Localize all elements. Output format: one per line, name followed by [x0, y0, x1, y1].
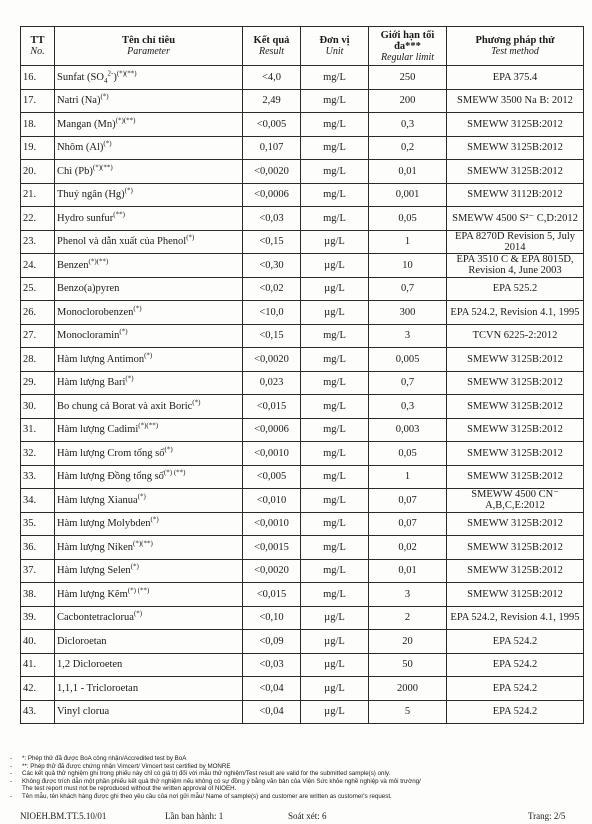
- footnote-text: Không được trích dẫn một phần phiếu kết quả thử nghiệm nếu không có sự đồng ý bằng văn bản của Viện Sức khỏe nghề nghiệp và môi trường/: [22, 777, 421, 785]
- table-row: [21, 677, 584, 701]
- accreditation-mark: (**): [113, 210, 125, 219]
- parameter-cell: [55, 371, 243, 395]
- parameter-name: Hàm lượng Antimon: [57, 353, 145, 365]
- accreditation-mark: (*)(**): [92, 163, 113, 172]
- parameter-name: 1,2 Dicloroeten: [57, 659, 123, 671]
- method-cell: EPA 3510 C & EPA 8015D, Revision 4, June 2003: [447, 254, 584, 278]
- table-row: [21, 66, 584, 90]
- result-cell: <0,0020: [243, 559, 301, 583]
- result-cell: <0,15: [243, 324, 301, 348]
- charge-superscript: 2-: [107, 69, 114, 78]
- unit-cell: mg/L: [301, 395, 369, 419]
- parameter-name: Chì (Pb): [57, 165, 93, 177]
- accreditation-mark: (*): [125, 374, 134, 383]
- row-number: 37.: [21, 559, 55, 583]
- accreditation-mark: (*)(**): [88, 257, 109, 266]
- footnote-text: Tên mẫu, tên khách hàng được ghi theo yêu cầu của nơi gửi mẫu/ Name of sample(s) and customer are written as customer's request.: [22, 792, 392, 800]
- table-row: [21, 136, 584, 160]
- footnote-dash: -: [10, 755, 13, 762]
- unit-cell: mg/L: [301, 66, 369, 90]
- header-unit: Đơn vị Unit: [301, 27, 369, 66]
- parameter-cell: [55, 583, 243, 607]
- parameter-name: Hydro sunfur: [57, 212, 114, 224]
- unit-cell: mg/L: [301, 536, 369, 560]
- header-parameter: Tên chỉ tiêu Parameter: [55, 27, 243, 66]
- parameter-name: Hàm lượng Selen: [57, 565, 131, 577]
- parameter-cell: [55, 606, 243, 630]
- parameter-name: Hàm lượng Đồng tổng số: [57, 471, 164, 483]
- table-row: [21, 113, 584, 137]
- limit-cell: 50: [369, 653, 447, 677]
- parameter-name: Hàm lượng Niken: [57, 541, 133, 553]
- table-row: [21, 606, 584, 630]
- parameter-name: Hàm lượng Molybden: [57, 518, 151, 530]
- results-table: [20, 26, 584, 724]
- unit-cell: µg/L: [301, 230, 369, 254]
- method-cell: EPA 524.2, Revision 4.1, 1995: [447, 301, 584, 325]
- parameter-name: Hàm lượng Kẽm: [57, 588, 128, 600]
- row-number: 18.: [21, 113, 55, 137]
- parameter-cell: [55, 677, 243, 701]
- unit-cell: mg/L: [301, 207, 369, 231]
- unit-cell: mg/L: [301, 512, 369, 536]
- parameter-cell: [55, 183, 243, 207]
- table-row: [21, 653, 584, 677]
- unit-cell: µg/L: [301, 277, 369, 301]
- table-row: [21, 230, 584, 254]
- parameter-cell: [55, 442, 243, 466]
- method-cell: SMEWW 3125B:2012: [447, 160, 584, 184]
- limit-cell: 0,01: [369, 559, 447, 583]
- limit-cell: 0,7: [369, 277, 447, 301]
- form-code: NIOEH.BM.TT.5.10/01: [20, 811, 107, 821]
- footnote-text: The test report must not be reproduced without the written approval of NIOEH.: [22, 785, 237, 793]
- row-number: 25.: [21, 277, 55, 301]
- accreditation-mark: (*): [100, 92, 109, 101]
- limit-cell: 0,003: [369, 418, 447, 442]
- result-cell: <0,03: [243, 207, 301, 231]
- method-cell: SMEWW 3500 Na B: 2012: [447, 89, 584, 113]
- method-cell: SMEWW 3125B:2012: [447, 512, 584, 536]
- method-cell: SMEWW 3125B:2012: [447, 348, 584, 372]
- limit-cell: 0,3: [369, 395, 447, 419]
- limit-cell: 0,7: [369, 371, 447, 395]
- method-cell: SMEWW 3125B:2012: [447, 136, 584, 160]
- revision: Soát xét: 6: [288, 811, 327, 821]
- accreditation-mark: (*) (**): [127, 586, 150, 595]
- header-method: Phương pháp thử Test method: [447, 27, 584, 66]
- row-number: 31.: [21, 418, 55, 442]
- table-row: [21, 700, 584, 724]
- accreditation-mark: (*): [137, 492, 146, 501]
- row-number: 23.: [21, 230, 55, 254]
- parameter-cell: [55, 207, 243, 231]
- footnote-dash: -: [10, 770, 13, 778]
- header-result: Kết quả Result: [243, 27, 301, 66]
- row-number: 16.: [21, 66, 55, 90]
- limit-cell: 0,02: [369, 536, 447, 560]
- result-cell: <0,015: [243, 583, 301, 607]
- accreditation-mark: (*)(**): [116, 69, 137, 78]
- accreditation-mark: (*): [119, 327, 128, 336]
- footnote-text: **: Phép thử đã được chứng nhận Vimcert/ Vimcert test certified by MONRE: [22, 762, 231, 770]
- parameter-name: Monoclorobenzen: [57, 306, 134, 318]
- limit-cell: 0,01: [369, 160, 447, 184]
- table-row: [21, 465, 584, 489]
- footnote-dash: -: [10, 762, 13, 770]
- row-number: 29.: [21, 371, 55, 395]
- unit-cell: µg/L: [301, 653, 369, 677]
- table-row: [21, 559, 584, 583]
- footnote-line: [10, 778, 585, 786]
- row-number: 36.: [21, 536, 55, 560]
- row-number: 39.: [21, 606, 55, 630]
- accreditation-mark: (*)(**): [138, 421, 159, 430]
- parameter-cell: [55, 66, 243, 90]
- accreditation-mark: (*)(**): [132, 539, 153, 548]
- row-number: 21.: [21, 183, 55, 207]
- table-row: [21, 442, 584, 466]
- row-number: 26.: [21, 301, 55, 325]
- limit-cell: 0,005: [369, 348, 447, 372]
- method-cell: SMEWW 3125B:2012: [447, 395, 584, 419]
- edition: Lần ban hành: 1: [165, 811, 224, 821]
- table-row: [21, 536, 584, 560]
- footnote-line: [10, 755, 585, 763]
- unit-cell: mg/L: [301, 160, 369, 184]
- accreditation-mark: (*): [124, 186, 133, 195]
- limit-cell: 0,05: [369, 207, 447, 231]
- unit-cell: mg/L: [301, 371, 369, 395]
- limit-cell: 0,05: [369, 442, 447, 466]
- result-cell: <0,005: [243, 113, 301, 137]
- row-number: 40.: [21, 630, 55, 654]
- result-cell: <0,10: [243, 606, 301, 630]
- row-number: 28.: [21, 348, 55, 372]
- parameter-cell: [55, 465, 243, 489]
- method-cell: EPA 524.2: [447, 630, 584, 654]
- parameter-name: 1,1,1 - Tricloroetan: [57, 682, 139, 694]
- parameter-name: Thuỷ ngân (Hg): [57, 189, 125, 201]
- parameter-cell: [55, 489, 243, 513]
- method-cell: SMEWW 3125B:2012: [447, 559, 584, 583]
- parameter-cell: [55, 113, 243, 137]
- parameter-name: Hàm lượng Xianua: [57, 494, 138, 506]
- result-cell: <0,09: [243, 630, 301, 654]
- row-number: 20.: [21, 160, 55, 184]
- method-cell: TCVN 6225-2:2012: [447, 324, 584, 348]
- footnote-line: [10, 793, 585, 801]
- table-row: [21, 512, 584, 536]
- parameter-name: Hàm lượng Crom tổng số: [57, 447, 165, 459]
- parameter-cell: [55, 418, 243, 442]
- result-cell: <0,0020: [243, 160, 301, 184]
- table-header-row: [21, 27, 584, 66]
- result-cell: <0,0006: [243, 183, 301, 207]
- limit-cell: 250: [369, 66, 447, 90]
- method-cell: SMEWW 3125B:2012: [447, 536, 584, 560]
- parameter-cell: [55, 536, 243, 560]
- page-footer: [20, 810, 583, 822]
- parameter-cell: [55, 653, 243, 677]
- parameter-name: Benzen: [57, 259, 89, 271]
- result-cell: <0,30: [243, 254, 301, 278]
- limit-cell: 3: [369, 583, 447, 607]
- unit-cell: µg/L: [301, 630, 369, 654]
- parameter-name: Bo chung cả Borat và axit Boric: [57, 400, 193, 412]
- footnote-line: [10, 785, 585, 793]
- unit-cell: mg/L: [301, 442, 369, 466]
- row-number: 41.: [21, 653, 55, 677]
- header-no: TT No.: [21, 27, 55, 66]
- table-row: [21, 371, 584, 395]
- result-cell: <0,03: [243, 653, 301, 677]
- unit-cell: mg/L: [301, 113, 369, 137]
- method-cell: SMEWW 3112B:2012: [447, 183, 584, 207]
- result-cell: <0,0010: [243, 512, 301, 536]
- accreditation-mark: (*): [164, 445, 173, 454]
- parameter-name: Benzo(a)pyren: [57, 283, 120, 295]
- limit-cell: 0,07: [369, 489, 447, 513]
- parameter-cell: [55, 395, 243, 419]
- parameter-cell: [55, 559, 243, 583]
- limit-cell: 2: [369, 606, 447, 630]
- footnote-dash: -: [10, 777, 13, 785]
- parameter-name-tail: ): [113, 71, 117, 83]
- row-number: 19.: [21, 136, 55, 160]
- unit-cell: µg/L: [301, 677, 369, 701]
- method-cell: SMEWW 3125B:2012: [447, 418, 584, 442]
- table-row: [21, 395, 584, 419]
- row-number: 35.: [21, 512, 55, 536]
- parameter-cell: [55, 630, 243, 654]
- result-cell: 0,023: [243, 371, 301, 395]
- unit-cell: µg/L: [301, 301, 369, 325]
- result-cell: <0,04: [243, 677, 301, 701]
- method-cell: EPA 375.4: [447, 66, 584, 90]
- parameter-name: Dicloroetan: [57, 635, 107, 647]
- method-cell: EPA 8270D Revision 5, July 2014: [447, 230, 584, 254]
- parameter-name: Mangan (Mn): [57, 118, 116, 130]
- unit-cell: mg/L: [301, 583, 369, 607]
- accreditation-mark: (*): [186, 233, 195, 242]
- limit-cell: 1: [369, 465, 447, 489]
- limit-cell: 3: [369, 324, 447, 348]
- parameter-cell: [55, 136, 243, 160]
- limit-cell: 20: [369, 630, 447, 654]
- unit-cell: µg/L: [301, 700, 369, 724]
- parameter-cell: [55, 160, 243, 184]
- table-row: [21, 160, 584, 184]
- row-number: 34.: [21, 489, 55, 513]
- method-cell: EPA 525.2: [447, 277, 584, 301]
- unit-cell: mg/L: [301, 465, 369, 489]
- method-cell: SMEWW 4500 S²⁻ C,D:2012: [447, 207, 584, 231]
- accreditation-mark: (*): [192, 398, 201, 407]
- table-row: [21, 301, 584, 325]
- table-body: [21, 66, 584, 724]
- accreditation-mark: (*): [150, 515, 159, 524]
- header-limit: Giới hạn tối đa*** Regular limit: [369, 27, 447, 66]
- parameter-cell: [55, 700, 243, 724]
- method-cell: SMEWW 3125B:2012: [447, 465, 584, 489]
- limit-cell: 300: [369, 301, 447, 325]
- accreditation-mark: (*): [103, 139, 112, 148]
- method-cell: SMEWW 3125B:2012: [447, 442, 584, 466]
- row-number: 24.: [21, 254, 55, 278]
- unit-cell: mg/L: [301, 183, 369, 207]
- table-row: [21, 418, 584, 442]
- parameter-name: Phenol và dẫn xuất của Phenol: [57, 236, 187, 248]
- unit-cell: mg/L: [301, 418, 369, 442]
- parameter-name: Hàm lượng Bari: [57, 377, 126, 389]
- row-number: 42.: [21, 677, 55, 701]
- result-cell: 0,107: [243, 136, 301, 160]
- method-cell: SMEWW 4500 CN⁻ A,B,C,E:2012: [447, 489, 584, 513]
- result-cell: <0,015: [243, 395, 301, 419]
- method-cell: EPA 524.2, Revision 4.1, 1995: [447, 606, 584, 630]
- limit-cell: 0,001: [369, 183, 447, 207]
- unit-cell: mg/L: [301, 559, 369, 583]
- accreditation-mark: (*): [144, 351, 153, 360]
- row-number: 33.: [21, 465, 55, 489]
- table-row: [21, 489, 584, 513]
- parameter-name: Cacbontetraclorua: [57, 612, 134, 624]
- table-row: [21, 254, 584, 278]
- result-cell: <4,0: [243, 66, 301, 90]
- accreditation-mark: (*)(**): [115, 116, 136, 125]
- parameter-name: Monocloramin: [57, 330, 120, 342]
- accreditation-mark: (*): [130, 562, 139, 571]
- parameter-cell: [55, 301, 243, 325]
- limit-cell: 0,3: [369, 113, 447, 137]
- method-cell: SMEWW 3125B:2012: [447, 371, 584, 395]
- limit-cell: 200: [369, 89, 447, 113]
- parameter-cell: [55, 324, 243, 348]
- footnote-text: Các kết quả thử nghiệm ghi trong phiếu này chỉ có giá trị đối với mẫu thử nghiệm/Test result are valid for the submitted sample(s) only.: [22, 770, 391, 778]
- table-row: [21, 207, 584, 231]
- limit-cell: 2000: [369, 677, 447, 701]
- table-row: [21, 324, 584, 348]
- limit-cell: 10: [369, 254, 447, 278]
- result-cell: <0,02: [243, 277, 301, 301]
- row-number: 32.: [21, 442, 55, 466]
- result-cell: <10,0: [243, 301, 301, 325]
- result-cell: <0,15: [243, 230, 301, 254]
- footnote-dash: -: [10, 792, 13, 800]
- footnote-text: *: Phép thử đã được BoA công nhận/Accredited test by BoA: [22, 755, 187, 762]
- unit-cell: mg/L: [301, 136, 369, 160]
- unit-cell: µg/L: [301, 606, 369, 630]
- method-cell: EPA 524.2: [447, 677, 584, 701]
- limit-cell: 1: [369, 230, 447, 254]
- parameter-name: Sunfat (SO: [57, 71, 104, 83]
- row-number: 38.: [21, 583, 55, 607]
- result-cell: <0,010: [243, 489, 301, 513]
- method-cell: EPA 524.2: [447, 653, 584, 677]
- method-cell: SMEWW 3125B:2012: [447, 113, 584, 137]
- result-cell: <0,0020: [243, 348, 301, 372]
- row-number: 43.: [21, 700, 55, 724]
- row-number: 22.: [21, 207, 55, 231]
- unit-cell: mg/L: [301, 89, 369, 113]
- page-number: Trang: 2/5: [528, 811, 566, 821]
- unit-cell: mg/L: [301, 348, 369, 372]
- unit-cell: µg/L: [301, 254, 369, 278]
- limit-cell: 5: [369, 700, 447, 724]
- parameter-cell: [55, 89, 243, 113]
- subscript: 4: [103, 76, 108, 85]
- footnotes: [10, 755, 585, 801]
- row-number: 17.: [21, 89, 55, 113]
- result-cell: <0,0006: [243, 418, 301, 442]
- result-cell: <0,0015: [243, 536, 301, 560]
- parameter-cell: [55, 230, 243, 254]
- parameter-cell: [55, 348, 243, 372]
- table-row: [21, 277, 584, 301]
- result-cell: 2,49: [243, 89, 301, 113]
- table-row: [21, 89, 584, 113]
- method-cell: EPA 524.2: [447, 700, 584, 724]
- footnote-line: [10, 770, 585, 778]
- accreditation-mark: (*): [133, 609, 143, 618]
- parameter-cell: [55, 254, 243, 278]
- table-row: [21, 583, 584, 607]
- accreditation-mark: (*) (**): [163, 468, 186, 477]
- unit-cell: mg/L: [301, 324, 369, 348]
- result-cell: <0,0010: [243, 442, 301, 466]
- parameter-name: Nhôm (Al): [57, 142, 104, 154]
- limit-cell: 0,2: [369, 136, 447, 160]
- accreditation-mark: (*): [133, 304, 142, 313]
- row-number: 30.: [21, 395, 55, 419]
- table-row: [21, 348, 584, 372]
- parameter-name: Hàm lượng Cadimi: [57, 424, 139, 436]
- result-cell: <0,005: [243, 465, 301, 489]
- unit-cell: mg/L: [301, 489, 369, 513]
- row-number: 27.: [21, 324, 55, 348]
- parameter-cell: [55, 277, 243, 301]
- limit-cell: 0,07: [369, 512, 447, 536]
- parameter-cell: [55, 512, 243, 536]
- method-cell: SMEWW 3125B:2012: [447, 583, 584, 607]
- parameter-name: Natri (Na): [57, 95, 101, 107]
- table-row: [21, 183, 584, 207]
- result-cell: <0,04: [243, 700, 301, 724]
- parameter-name: Vinyl clorua: [57, 706, 110, 718]
- footnote-line: [10, 763, 585, 771]
- table-row: [21, 630, 584, 654]
